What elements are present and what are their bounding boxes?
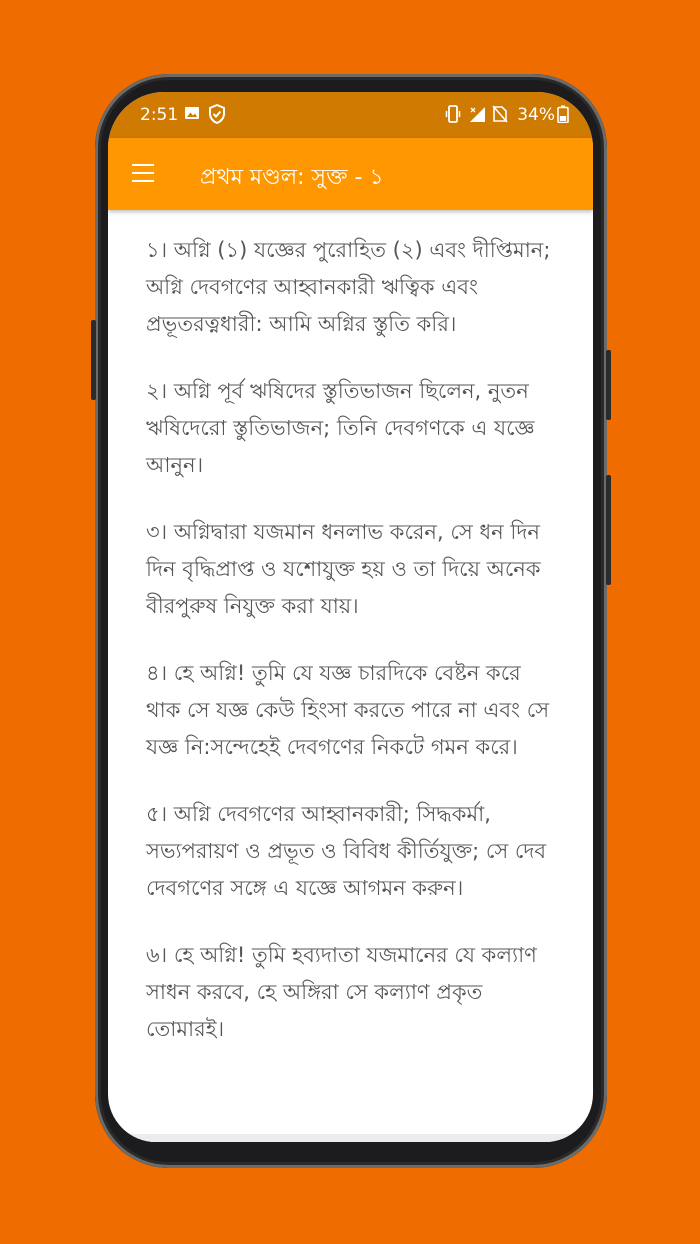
navigation-strip: [108, 1134, 593, 1142]
image-icon: [184, 105, 200, 126]
hamburger-menu-icon[interactable]: [132, 164, 154, 182]
verse-item: ৫। অগ্নি দেবগণের আহ্বানকারী; সিদ্ধকর্মা, সভ্যপরায়ণ ও প্রভূত ও বিবিধ কীর্তিযুক্ত; সে দেব দেবগণের সঙ্গে এ যজ্ঞে আগমন করুন।: [146, 802, 547, 900]
battery-icon: [557, 105, 569, 128]
verse-item: ১। অগ্নি (১) যজ্ঞের পুরোহিত (২) এবং দীপ্তিমান; অগ্নি দেবগণের আহ্বানকারী ঋত্বিক এবং প্রভূতরত্নধারী: আমি অগ্নির স্তুতি করি।: [146, 238, 551, 336]
battery-text: 34%: [517, 105, 555, 125]
verse-item: ২। অগ্নি পূর্ব ঋষিদের স্তুতিভাজন ছিলেন, নুতন ঋষিদেরো স্তুতিভাজন; তিনি দেবগণকে এ যজ্ঞে আনুন।: [146, 379, 535, 477]
verse-list: [146, 232, 556, 1078]
phone-side-button-right-bottom: [606, 475, 611, 585]
shield-icon: [208, 104, 226, 129]
signal-icon: [468, 105, 486, 128]
phone-side-button-left: [91, 320, 96, 400]
status-time: 2:51: [140, 105, 179, 125]
phone-screen: [108, 92, 593, 1142]
verse-item: ৪। হে অগ্নি! তুমি যে যজ্ঞ চারদিকে বেষ্টন করে থাক সে যজ্ঞ কেউ হিংসা করতে পারে না এবং সে যজ্ঞ নি:সন্দেহেই দেবগণের নিকটে গমন করে।: [146, 661, 550, 759]
no-sim-icon: [492, 105, 508, 128]
verse-item: ৬। হে অগ্নি! তুমি হব্যদাতা যজমানের যে কল্যাণ সাধন করবে, হে অঙ্গিরা সে কল্যাণ প্রকৃত তোমারই।: [146, 943, 537, 1041]
status-bar: [108, 92, 593, 138]
page-title: প্রথম মণ্ডল: সুক্ত - ১: [200, 165, 384, 190]
verse-item: ৩। অগ্নিদ্বারা যজমান ধনলাভ করেন, সে ধন দিন দিন বৃদ্ধিপ্রাপ্ত ও যশোযুক্ত হয় ও তা দিয়ে অনেক বীরপুরুষ নিযুক্ত করা যায়।: [146, 520, 541, 618]
vibrate-icon: [445, 105, 461, 128]
battery-percentage: [517, 105, 555, 125]
phone-side-button-right-top: [606, 350, 611, 420]
app-bar: [108, 138, 593, 210]
